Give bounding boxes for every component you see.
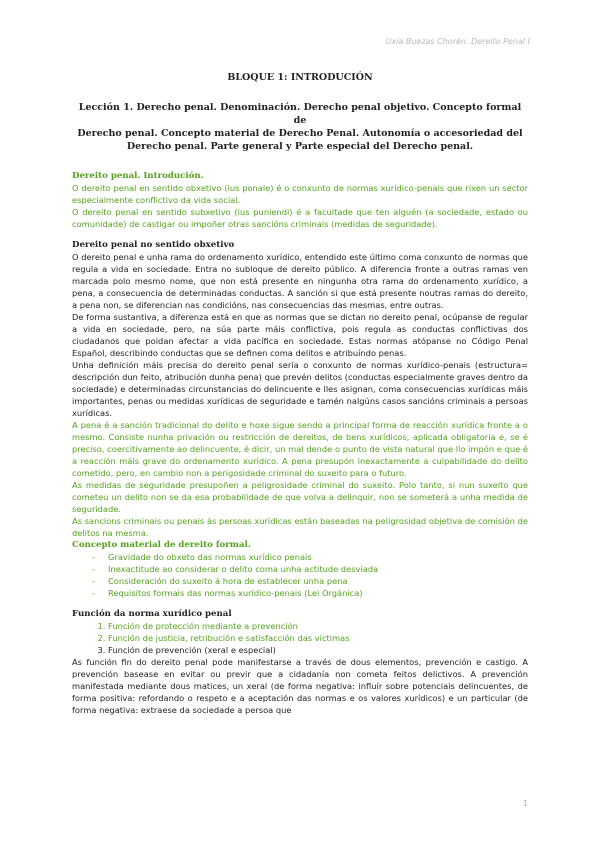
paragraph: Unha definición máis precisa do dereito penal sería o conxunto de normas xurídico-penais (estructura= descripción dun feito, atribución dunha pena) que prevén delitos (conductas especialmente graves dentro da sociedade) e determinadas circunstancias do delincuente e lles asignan, coma consecuencias xurídicas máis importantes, penas ou medidas xurídicas de seguridade e tamén nalgúns casos sancións criminais a persoas xurídicas.	[72, 360, 528, 418]
lesson-title-line-1: Lección 1. Derecho penal. Denominación. Derecho penal objetivo. Concepto formal de	[78, 102, 522, 126]
header-author-note: Uxía Buezas Chorén. Dereito Penal I	[385, 37, 530, 46]
paragraph: O dereito penal e unha rama do ordenamento xurídico, entendido este último coma conxunto de normas que regula a vida en sociedade. Entra no subloque de dereito público. A diferencia fronte a outras ramas ven marcada polo mesmo nome, que non está presente en ningunha otra rama do ordenamento xurídico, a pena, a consecuencia de determinadas conductas. A sanción si que está presente noutras ramas do dereito, a pena non, se diferencian nas condicións, nas consecuencias das mesmas, entre outras.	[72, 252, 528, 310]
page-number: 1	[522, 799, 528, 808]
lesson-title-line-3: Derecho penal. Parte general y Parte especial del Derecho penal.	[126, 141, 474, 152]
list-item: - Requisitos formais das normas xurídico-penais (Lei Orgánica)	[92, 587, 528, 599]
document-body	[72, 72, 528, 716]
section-heading-concepto-material: Concepto material de dereito formal.	[72, 540, 251, 550]
funcion-norma-list	[72, 620, 528, 656]
list-item: - Consideración do suxeito á hora de establecer unha pena	[92, 575, 528, 587]
list-item: - Gravidade do obxeto das normas xurídico penais	[92, 551, 528, 563]
paragraph: De forma sustantiva, a diferenza está en que as normas que se dictan no dereito penal, ocúpanse de regular a vida en sociedade, pero, na súa parte máis conflictiva, pois regula as conductas conflictivas dos ciudadanos que poidan afectar a vida pacífica en sociedade. Estas normas atópanse no Código Penal Español, describindo conductas que se definen coma delitos e atribuíndo penas.	[72, 312, 528, 358]
section-heading-sentido-obxetivo: Dereito penal no sentido obxetivo	[72, 240, 235, 250]
lesson-title	[72, 101, 528, 153]
list-item: - Inexactitude ao considerar o delito coma unha actitude desviada	[92, 563, 528, 575]
section-heading-introducion: Dereito penal. Introdución.	[72, 171, 204, 181]
paragraph: O dereito penal en sentido obxetivo (ius ponale) é o conxunto de normas xurídico-penais que rixen un sector especialmente conflictivo da vida social.	[72, 183, 528, 205]
paragraph: As medidas de seguridade presupoñen a peligrosidade criminal do suxeito. Polo tanto, si nun suxeito que cometeu un delito non se da esa probabilidade de que volva a delinquir, non se someterá a unha medida de seguridade.	[72, 480, 528, 514]
paragraph: As sancions criminais ou penais ás persoas xurídicas están baseadas na peligrosidad objetiva de comisión de delitos na mesma.	[72, 516, 528, 538]
list-item: 1. Función de protección mediante a prevención	[108, 620, 528, 632]
paragraph: O dereito penal en sentido subxetivo (ius puniendi) é a facultade que ten alguén (a sociedade, estado ou comunidade) de castigar ou impoñer otras sancións criminais (medidas de seguridade).	[72, 207, 528, 229]
paragraph: As función fin do dereito penal pode manifestarse a través de dous elementos, prevención e castigo. A prevención basease en evitar ou previr que a cidadanía non cometa feitos delictivos. A prevención manifestada mediante dous matices, un xeral (de forma negativa: influír sobre potenciais delincuentes, de forma positiva: refordando o respeto e a aceptación das normas e os valores xurídicos) e un particular (de forma negativa: extraese da sociedade a persoa que	[72, 657, 528, 715]
list-item: 2. Función de justicia, retribución e satisfacción das víctimas	[108, 632, 528, 644]
list-item: 3. Función de prevención (xeral e especial)	[108, 644, 528, 656]
concepto-material-list	[72, 551, 528, 599]
paragraph: A pena é a sanción tradicional do delito e hoxe sigue sendo a principal forma de reacción xurídica fronte a o mesmo. Consiste nunha privación ou restricción de dereitos, de bens xurídicos, aplicada obligatoria e, se é preciso, coercitivamente ao delincuente, é dicir, un mal dende o punto de vista natural que llo impón e que é a reacción máis grave do ordenamento xurídico. A pena presupón inexactamente a culpabilidade do delito cometido, pero, en cambio non a perigosidade criminal do suxeito para o futuro.	[72, 420, 528, 478]
block-title: BLOQUE 1: INTRODUCIÓN	[227, 72, 373, 83]
lesson-title-line-2: Derecho penal. Concepto material de Derecho Penal. Autonomía o accesoriedad del	[77, 128, 523, 139]
section-heading-funcion-norma: Función da norma xurídico penal	[72, 609, 232, 619]
